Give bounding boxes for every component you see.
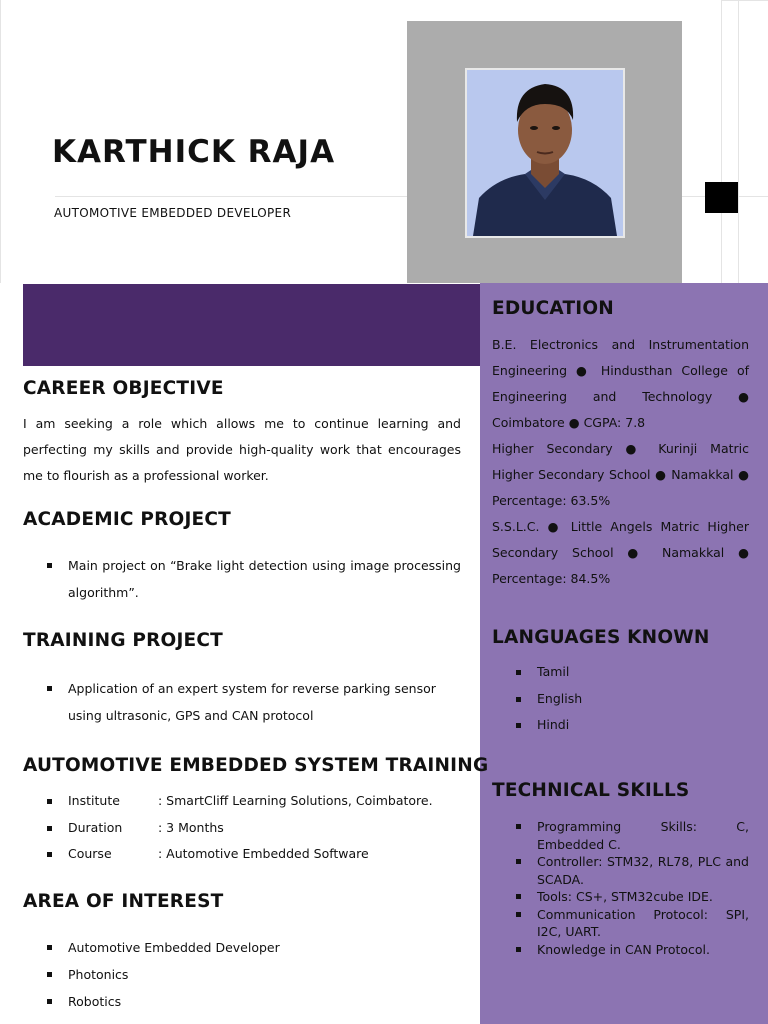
career-objective-heading: CAREER OBJECTIVE — [23, 378, 224, 399]
list-item: Automotive Embedded Developer — [23, 934, 461, 961]
purple-banner — [23, 284, 481, 366]
divider-line — [55, 196, 407, 197]
education-entry-1: B.E. Electronics and Instrumentation Engineering ● Hindusthan College of Engineering and Technology ● Coimbatore ● CGPA: 7.8 — [492, 337, 749, 430]
list-item: English — [492, 686, 749, 713]
technical-skills-heading: TECHNICAL SKILLS — [492, 780, 690, 801]
training-row-institute — [23, 788, 463, 815]
languages-heading: LANGUAGES KNOWN — [492, 627, 710, 648]
list-item: Robotics — [23, 988, 461, 1015]
training-row-value: : 3 Months — [158, 819, 224, 835]
profile-photo — [465, 68, 625, 238]
training-row-key: Institute — [68, 793, 120, 808]
training-row-value: : SmartCliff Learning Solutions, Coimbatore. — [158, 793, 433, 808]
list-item: Knowledge in CAN Protocol. — [492, 941, 749, 959]
academic-project-list — [23, 552, 461, 606]
education-heading: EDUCATION — [492, 298, 614, 319]
career-objective-text: I am seeking a role which allows me to continue learning and perfecting my skills and provide high-quality work that encourages me to flourish as a professional worker. — [23, 416, 461, 483]
training-row-course — [23, 841, 463, 868]
training-row-duration — [23, 815, 463, 842]
resume-name: KARTHICK RAJA — [52, 134, 336, 170]
list-item: Communication Protocol: SPI, I2C, UART. — [492, 906, 749, 941]
frame-line-left — [0, 0, 1, 283]
list-item: Controller: STM32, RL78, PLC and SCADA. — [492, 853, 749, 888]
list-item: Main project on “Brake light detection using image processing algorithm”. — [23, 552, 461, 606]
list-item: Photonics — [23, 961, 461, 988]
list-item: Tools: CS+, STM32cube IDE. — [492, 888, 749, 906]
frame-line-top — [721, 0, 768, 1]
languages-list — [492, 659, 749, 739]
embedded-training-list — [23, 788, 463, 868]
decorative-square — [705, 182, 738, 213]
training-row-key: Course — [68, 846, 112, 861]
education-entry-2: Higher Secondary ● Kurinji Matric Higher Secondary School ● Namakkal ● Percentage: 63.5% — [492, 441, 749, 508]
academic-project-heading: ACADEMIC PROJECT — [23, 509, 231, 530]
list-item: Tamil — [492, 659, 749, 686]
frame-line-right-1 — [721, 0, 722, 283]
person-avatar-icon — [467, 70, 623, 236]
list-item: Hindi — [492, 712, 749, 739]
list-item: Application of an expert system for reverse parking sensor using ultrasonic, GPS and CAN protocol — [23, 675, 461, 729]
training-project-list — [23, 675, 461, 729]
training-row-key: Duration — [68, 819, 123, 835]
education-entry-3: S.S.L.C. ● Little Angels Matric Higher Secondary School ● Namakkal ● Percentage: 84.5% — [492, 519, 749, 586]
area-of-interest-heading: AREA OF INTEREST — [23, 891, 224, 912]
training-project-heading: TRAINING PROJECT — [23, 630, 223, 651]
resume-subtitle: AUTOMOTIVE EMBEDDED DEVELOPER — [54, 206, 292, 220]
technical-skills-list — [492, 818, 749, 958]
list-item: Programming Skills: C, Embedded C. — [492, 818, 749, 853]
frame-line-right-2 — [738, 0, 739, 283]
training-row-value: : Automotive Embedded Software — [158, 846, 369, 861]
area-of-interest-list — [23, 934, 461, 1015]
embedded-training-heading: AUTOMOTIVE EMBEDDED SYSTEM TRAINING — [23, 755, 489, 776]
